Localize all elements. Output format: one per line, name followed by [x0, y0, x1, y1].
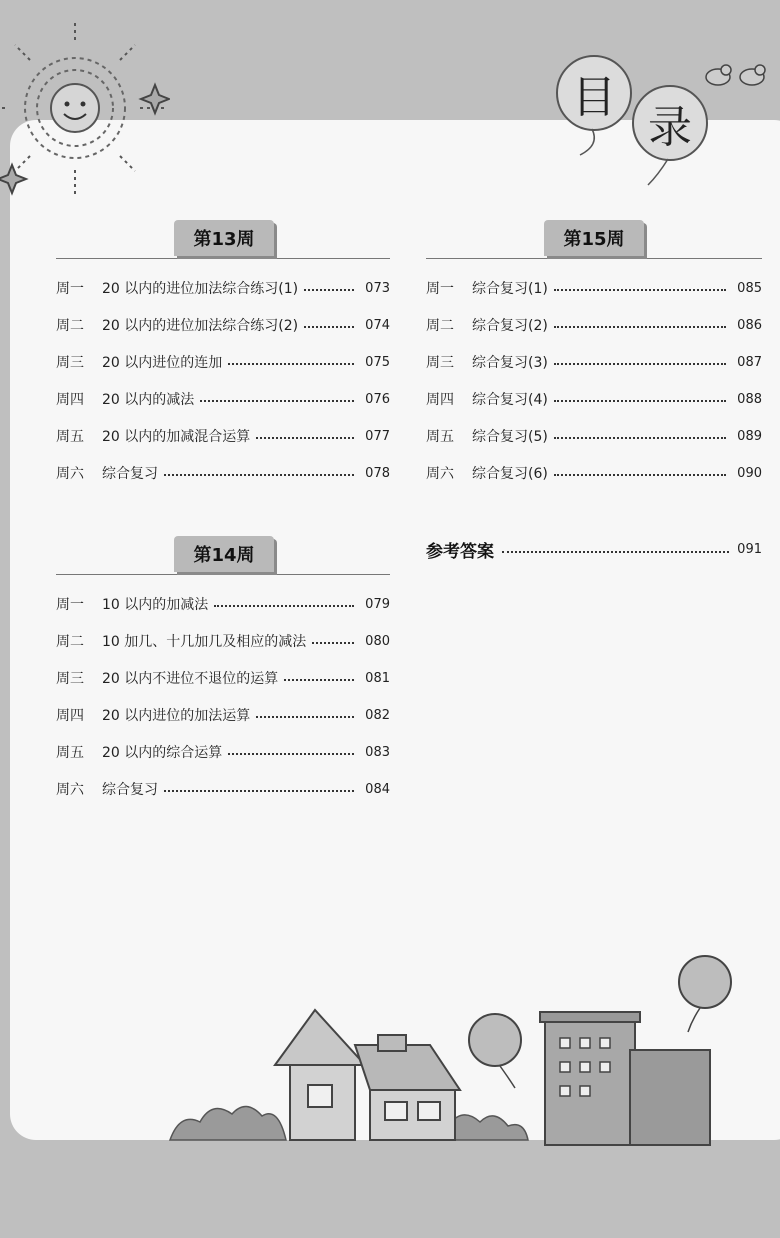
toc-page: 084: [365, 781, 390, 797]
toc-page: 074: [365, 317, 390, 333]
toc-page: 077: [365, 428, 390, 444]
toc-page: 085: [737, 280, 762, 296]
toc-row[interactable]: [56, 276, 390, 300]
toc-title: 20 以内的加减混合运算: [102, 429, 251, 445]
toc-row[interactable]: [56, 461, 390, 485]
title-balloons: [540, 55, 710, 195]
toc-title: 综合复习(5): [472, 429, 548, 445]
toc-title: 20 以内的进位加法综合练习(2): [102, 318, 299, 334]
toc-day: 周四: [56, 708, 84, 724]
toc-page: 087: [737, 354, 762, 370]
answers-title: 参考答案: [426, 541, 494, 562]
toc-row[interactable]: [426, 424, 762, 448]
answers-leader: [502, 551, 729, 553]
toc-row[interactable]: [56, 666, 390, 690]
toc-page: 086: [737, 317, 762, 333]
toc-leader: [554, 400, 726, 402]
toc-page: 073: [365, 280, 390, 296]
week-13-header: [56, 228, 390, 259]
toc-leader: [228, 753, 354, 755]
toc-leader: [554, 363, 726, 365]
week-14-header: [56, 544, 390, 575]
toc-row[interactable]: [56, 703, 390, 727]
toc-title: 20 以内的综合运算: [102, 745, 223, 761]
toc-title: 20 以内的减法: [102, 392, 195, 408]
toc-leader: [256, 716, 354, 718]
toc-title: 综合复习(3): [472, 355, 548, 371]
toc-day: 周五: [56, 429, 84, 445]
toc-leader: [164, 790, 354, 792]
balloon-strings-icon: [540, 55, 710, 195]
toc-day: 周三: [426, 355, 454, 371]
toc-day: 周二: [56, 634, 84, 650]
toc-title: 综合复习(1): [472, 281, 548, 297]
toc-title: 综合复习: [102, 466, 158, 482]
week-14-tab: 第14周: [174, 536, 274, 572]
toc-leader: [312, 642, 354, 644]
toc-day: 周六: [426, 466, 454, 482]
toc-leader: [164, 474, 354, 476]
toc-leader: [200, 400, 354, 402]
toc-leader: [256, 437, 354, 439]
toc-day: 周一: [426, 281, 454, 297]
toc-leader: [214, 605, 354, 607]
toc-leader: [284, 679, 354, 681]
toc-row[interactable]: [426, 387, 762, 411]
toc-day: 周五: [56, 745, 84, 761]
toc-page: 083: [365, 744, 390, 760]
toc-row[interactable]: [56, 629, 390, 653]
title-char-2: 录: [632, 85, 708, 161]
toc-page: 079: [365, 596, 390, 612]
birds-icon: [700, 55, 780, 95]
toc-day: 周三: [56, 671, 84, 687]
toc-day: 周三: [56, 355, 84, 371]
toc-title: 综合复习: [102, 782, 158, 798]
toc-title: 20 以内的进位加法综合练习(1): [102, 281, 299, 297]
toc-day: 周六: [56, 466, 84, 482]
week-15-header: [426, 228, 762, 259]
toc-title: 20 以内不进位不退位的运算: [102, 671, 279, 687]
toc-page: 089: [737, 428, 762, 444]
toc-day: 周二: [56, 318, 84, 334]
toc-leader: [554, 437, 726, 439]
toc-row[interactable]: [426, 276, 762, 300]
title-char-1: 目: [556, 55, 632, 131]
toc-title: 20 以内进位的连加: [102, 355, 223, 371]
toc-day: 周四: [426, 392, 454, 408]
toc-row[interactable]: [426, 313, 762, 337]
toc-title: 综合复习(6): [472, 466, 548, 482]
toc-row[interactable]: [56, 777, 390, 801]
toc-page: 081: [365, 670, 390, 686]
toc-row[interactable]: [56, 424, 390, 448]
toc-row[interactable]: [426, 461, 762, 485]
sun-icon: [0, 20, 170, 200]
week-13-tab: 第13周: [174, 220, 274, 256]
toc-leader: [304, 326, 354, 328]
toc-title: 10 加几、十几加几及相应的减法: [102, 634, 307, 650]
toc-row[interactable]: [56, 592, 390, 616]
toc-page: 075: [365, 354, 390, 370]
toc-page: 090: [737, 465, 762, 481]
toc-row[interactable]: [56, 313, 390, 337]
answers-row[interactable]: [426, 536, 762, 562]
toc-day: 周四: [56, 392, 84, 408]
toc-page: 082: [365, 707, 390, 723]
toc-leader: [228, 363, 354, 365]
toc-page: 088: [737, 391, 762, 407]
toc-day: 周五: [426, 429, 454, 445]
toc-title: 10 以内的加减法: [102, 597, 209, 613]
week-15-tab: 第15周: [544, 220, 644, 256]
toc-day: 周一: [56, 597, 84, 613]
toc-page: 080: [365, 633, 390, 649]
toc-leader: [554, 326, 726, 328]
toc-day: 周六: [56, 782, 84, 798]
answers-page: 091: [737, 541, 762, 557]
toc-leader: [554, 289, 726, 291]
toc-row[interactable]: [56, 740, 390, 764]
toc-leader: [554, 474, 726, 476]
toc-page: 076: [365, 391, 390, 407]
toc-row[interactable]: [56, 350, 390, 374]
toc-day: 周一: [56, 281, 84, 297]
toc-title: 20 以内进位的加法运算: [102, 708, 251, 724]
toc-row[interactable]: [426, 350, 762, 374]
house-scene-illustration: [160, 940, 780, 1150]
toc-page: 078: [365, 465, 390, 481]
toc-title: 综合复习(2): [472, 318, 548, 334]
toc-day: 周二: [426, 318, 454, 334]
toc-row[interactable]: [56, 387, 390, 411]
toc-title: 综合复习(4): [472, 392, 548, 408]
toc-leader: [304, 289, 354, 291]
